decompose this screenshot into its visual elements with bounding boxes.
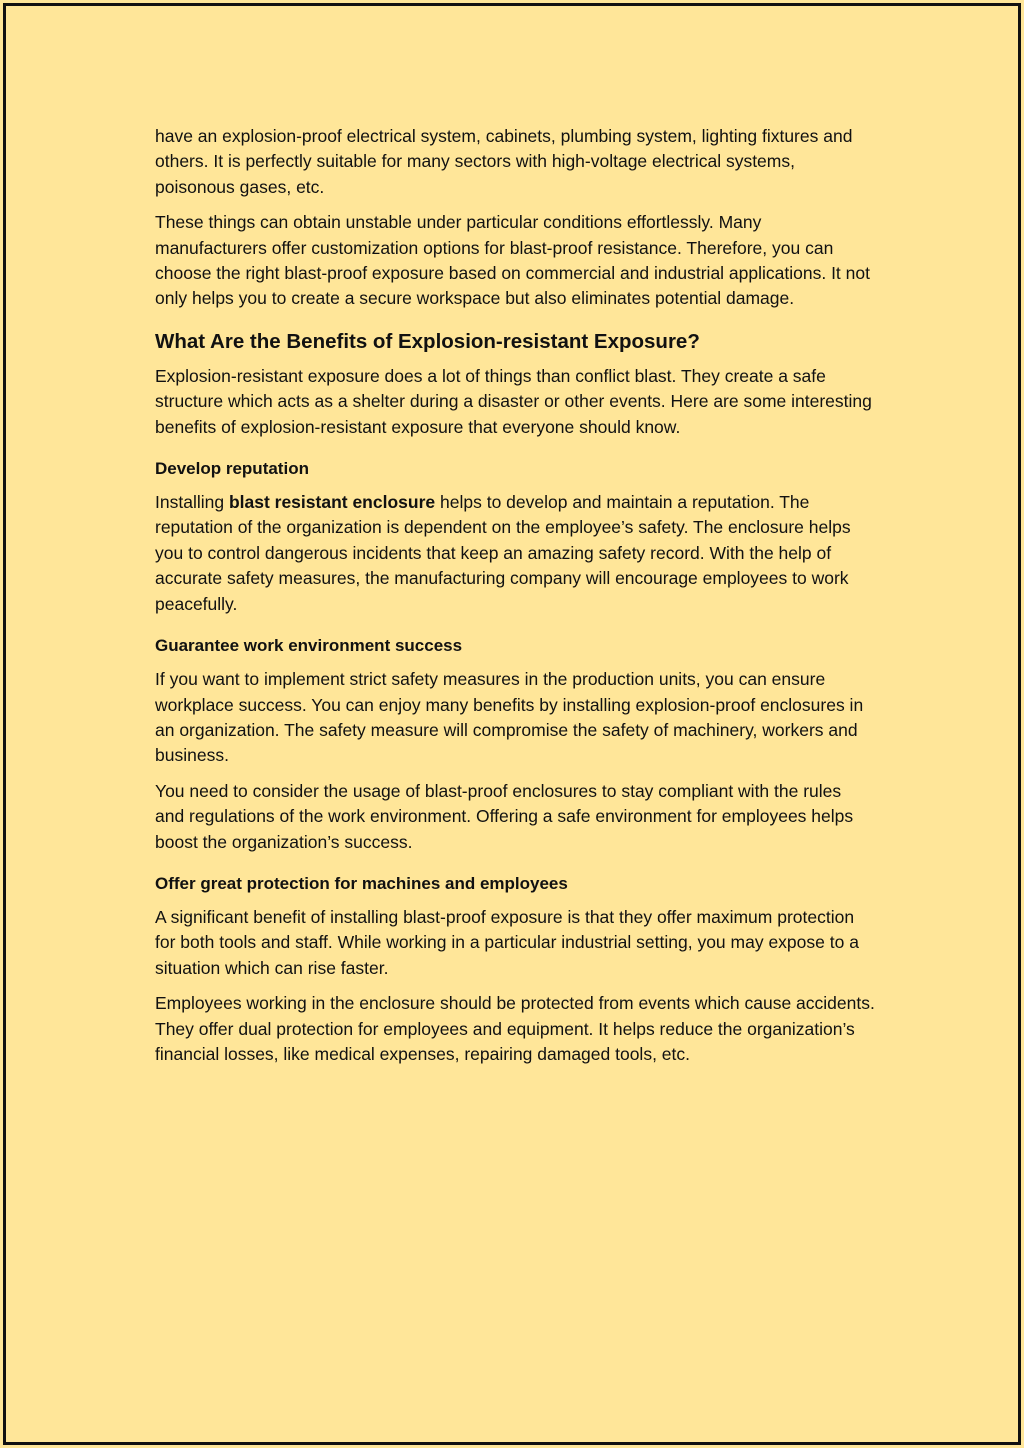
subheading-work-environment-success: Guarantee work environment success bbox=[155, 636, 463, 656]
intro-paragraph-2: These things can obtain unstable under particular conditions effortlessly. Many manufacturers offer customization options for blast-proof resistance. Therefore, you can choose the right blast-proof exposure based on commercial and industrial applications. It not only helps you to create a secure workspace but also eliminates potential damage. bbox=[155, 212, 870, 309]
protection-paragraph-2: Employees working in the enclosure should be protected from events which cause accidents. They offer dual protection for employees and equipment. It helps reduce the organization’s financial losses, like medical expenses, repairing damaged tools, etc. bbox=[155, 993, 875, 1064]
blast-resistant-enclosure-term: blast resistant enclosure bbox=[228, 492, 436, 513]
reputation-paragraph bbox=[155, 490, 875, 617]
work-environment-paragraph-2: You need to consider the usage of blast-proof enclosures to stay compliant with the rules and regulations of the work environment. Offering a safe environment for employees helps boost the organization’s success. bbox=[155, 780, 854, 852]
intro-paragraph-1: have an explosion-proof electrical system, cabinets, plumbing system, lighting fixtures and others. It is perfectly suitable for many sectors with high-voltage electrical systems, poisonous gases, etc. bbox=[155, 126, 853, 197]
subheading-protection: Offer great protection for machines and employees bbox=[155, 873, 568, 893]
heading-intro-paragraph: Explosion-resistant exposure does a lot of things than conflict blast. They create a safe structure which acts as a shelter during a disaster or other events. Here are some interesting benefits of explosion-resistant exposure that everyone should know. bbox=[155, 365, 872, 437]
section-heading: What Are the Benefits of Explosion-resistant Exposure? bbox=[155, 329, 700, 353]
work-environment-paragraph-1: If you want to implement strict safety measures in the production units, you can ensure workplace success. You can enjoy many benefits by installing explosion-proof enclosures in an organization. The safety measure will compromise the safety of machinery, workers and business. bbox=[155, 669, 864, 766]
reputation-text-after: helps to develop and maintain a reputation. The reputation of the organization is dependent on the employee’s safety. The enclosure helps you to control dangerous incidents that keep an amazing safety record. With the help of accurate safety measures, the manufacturing company will encourage employees to work peacefully. bbox=[155, 492, 851, 614]
protection-paragraph-1: A significant benefit of installing blast-proof exposure is that they offer maximum protection for both tools and staff. While working in a particular industrial setting, you may expose to a situation which can rise faster. bbox=[155, 906, 859, 978]
subheading-develop-reputation: Develop reputation bbox=[155, 459, 309, 479]
reputation-text-before: Installing bbox=[155, 492, 229, 513]
document-body bbox=[155, 124, 875, 1077]
